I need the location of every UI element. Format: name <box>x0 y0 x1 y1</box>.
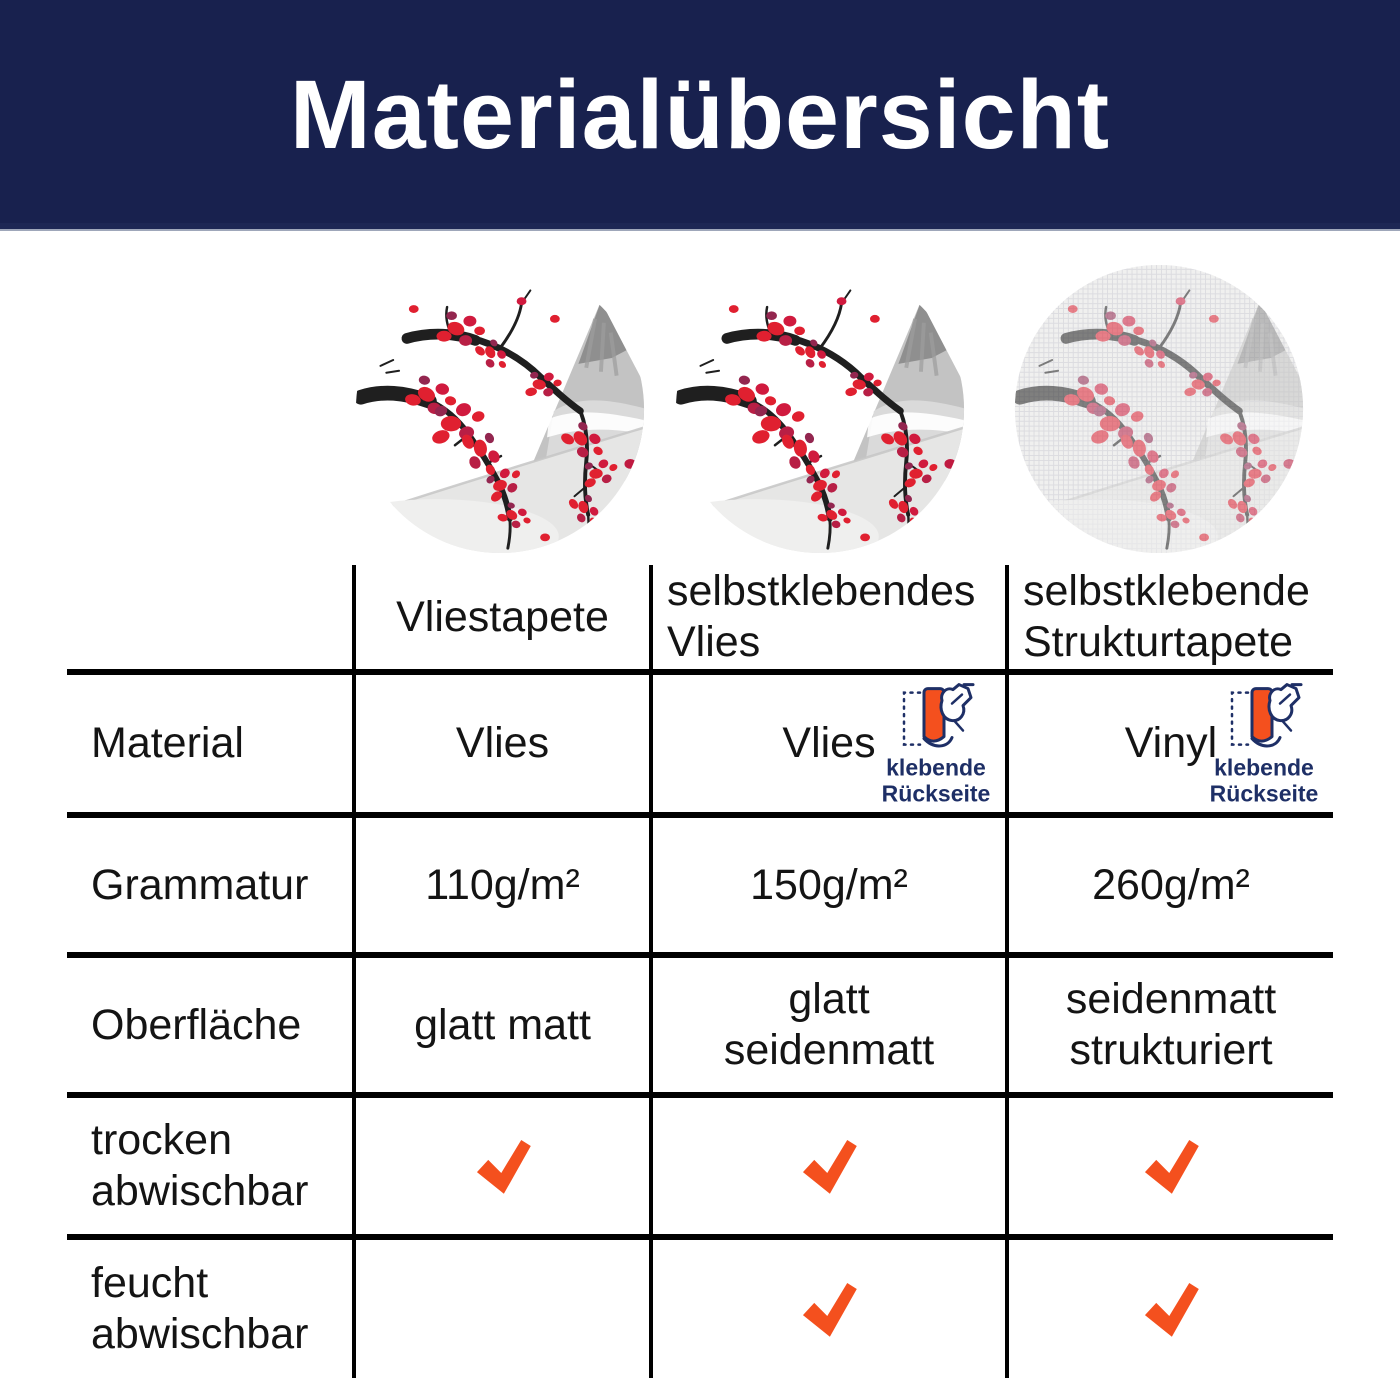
column-header-label: Strukturtapete <box>1023 618 1294 666</box>
row-label-feucht-abwischbar: feucht abwischbar <box>67 1234 352 1378</box>
grammatur-value-selbstklebendes-vlies: 150g/m² <box>649 812 1005 952</box>
feucht-check-selbstklebendes-vlies <box>649 1234 1005 1378</box>
column-header-selbstklebende-strukturtapete <box>1005 565 1333 669</box>
badge-label: Rückseite <box>881 780 991 807</box>
badge-label: klebende <box>886 754 986 781</box>
trocken-check-selbstklebende-strukturtapete <box>1005 1092 1333 1234</box>
column-header-label: Vlies <box>667 618 761 666</box>
checkmark-icon <box>796 1274 862 1344</box>
column-header-label: selbstklebendes <box>667 567 976 616</box>
column-header-label: selbstklebende <box>1023 567 1310 616</box>
header-empty-cell <box>67 565 352 669</box>
product-image-selbstklebendes-vlies <box>673 262 967 556</box>
product-image-selbstklebende-strukturtapete <box>1012 262 1306 556</box>
oberflaeche-value-vliestapete: glatt matt <box>352 952 649 1092</box>
column-header-selbstklebendes-vlies <box>649 565 1005 669</box>
material-value-vliestapete: Vlies <box>352 669 649 812</box>
checkmark-icon <box>470 1131 536 1201</box>
checkmark-icon <box>796 1131 862 1201</box>
feucht-check-vliestapete <box>352 1234 649 1378</box>
product-image-vliestapete <box>353 262 647 556</box>
badge-label: Rückseite <box>1209 780 1319 807</box>
adhesive-back-peel-icon <box>894 680 978 754</box>
column-header-label: Vliestapete <box>396 592 609 641</box>
row-label-trocken-abwischbar: trocken abwischbar <box>67 1092 352 1234</box>
oberflaeche-value-selbstklebendes-vlies: glatt seidenmatt <box>649 952 1005 1092</box>
material-value-selbstklebende-strukturtapete: Vinyl klebende Rückseite <box>1005 669 1333 812</box>
adhesive-back-peel-icon <box>1222 680 1306 754</box>
checkmark-icon <box>1138 1274 1204 1344</box>
trocken-check-vliestapete <box>352 1092 649 1234</box>
title-banner <box>0 0 1400 231</box>
page-title: Materialübersicht <box>289 59 1111 169</box>
row-label-grammatur: Grammatur <box>67 812 352 952</box>
adhesive-back-badge <box>1203 680 1325 807</box>
badge-label: klebende <box>1214 754 1314 781</box>
adhesive-back-badge <box>875 680 997 807</box>
material-value-selbstklebendes-vlies: Vlies klebende Rückseite <box>649 669 1005 812</box>
grammatur-value-vliestapete: 110g/m² <box>352 812 649 952</box>
trocken-check-selbstklebendes-vlies <box>649 1092 1005 1234</box>
row-label-material: Material <box>67 669 352 812</box>
oberflaeche-value-selbstklebende-strukturtapete: seidenmatt strukturiert <box>1005 952 1333 1092</box>
column-header-vliestapete <box>352 565 649 669</box>
row-label-oberflaeche: Oberfläche <box>67 952 352 1092</box>
grammatur-value-selbstklebende-strukturtapete: 260g/m² <box>1005 812 1333 952</box>
checkmark-icon <box>1138 1131 1204 1201</box>
material-comparison-table <box>67 565 1333 1378</box>
feucht-check-selbstklebende-strukturtapete <box>1005 1234 1333 1378</box>
